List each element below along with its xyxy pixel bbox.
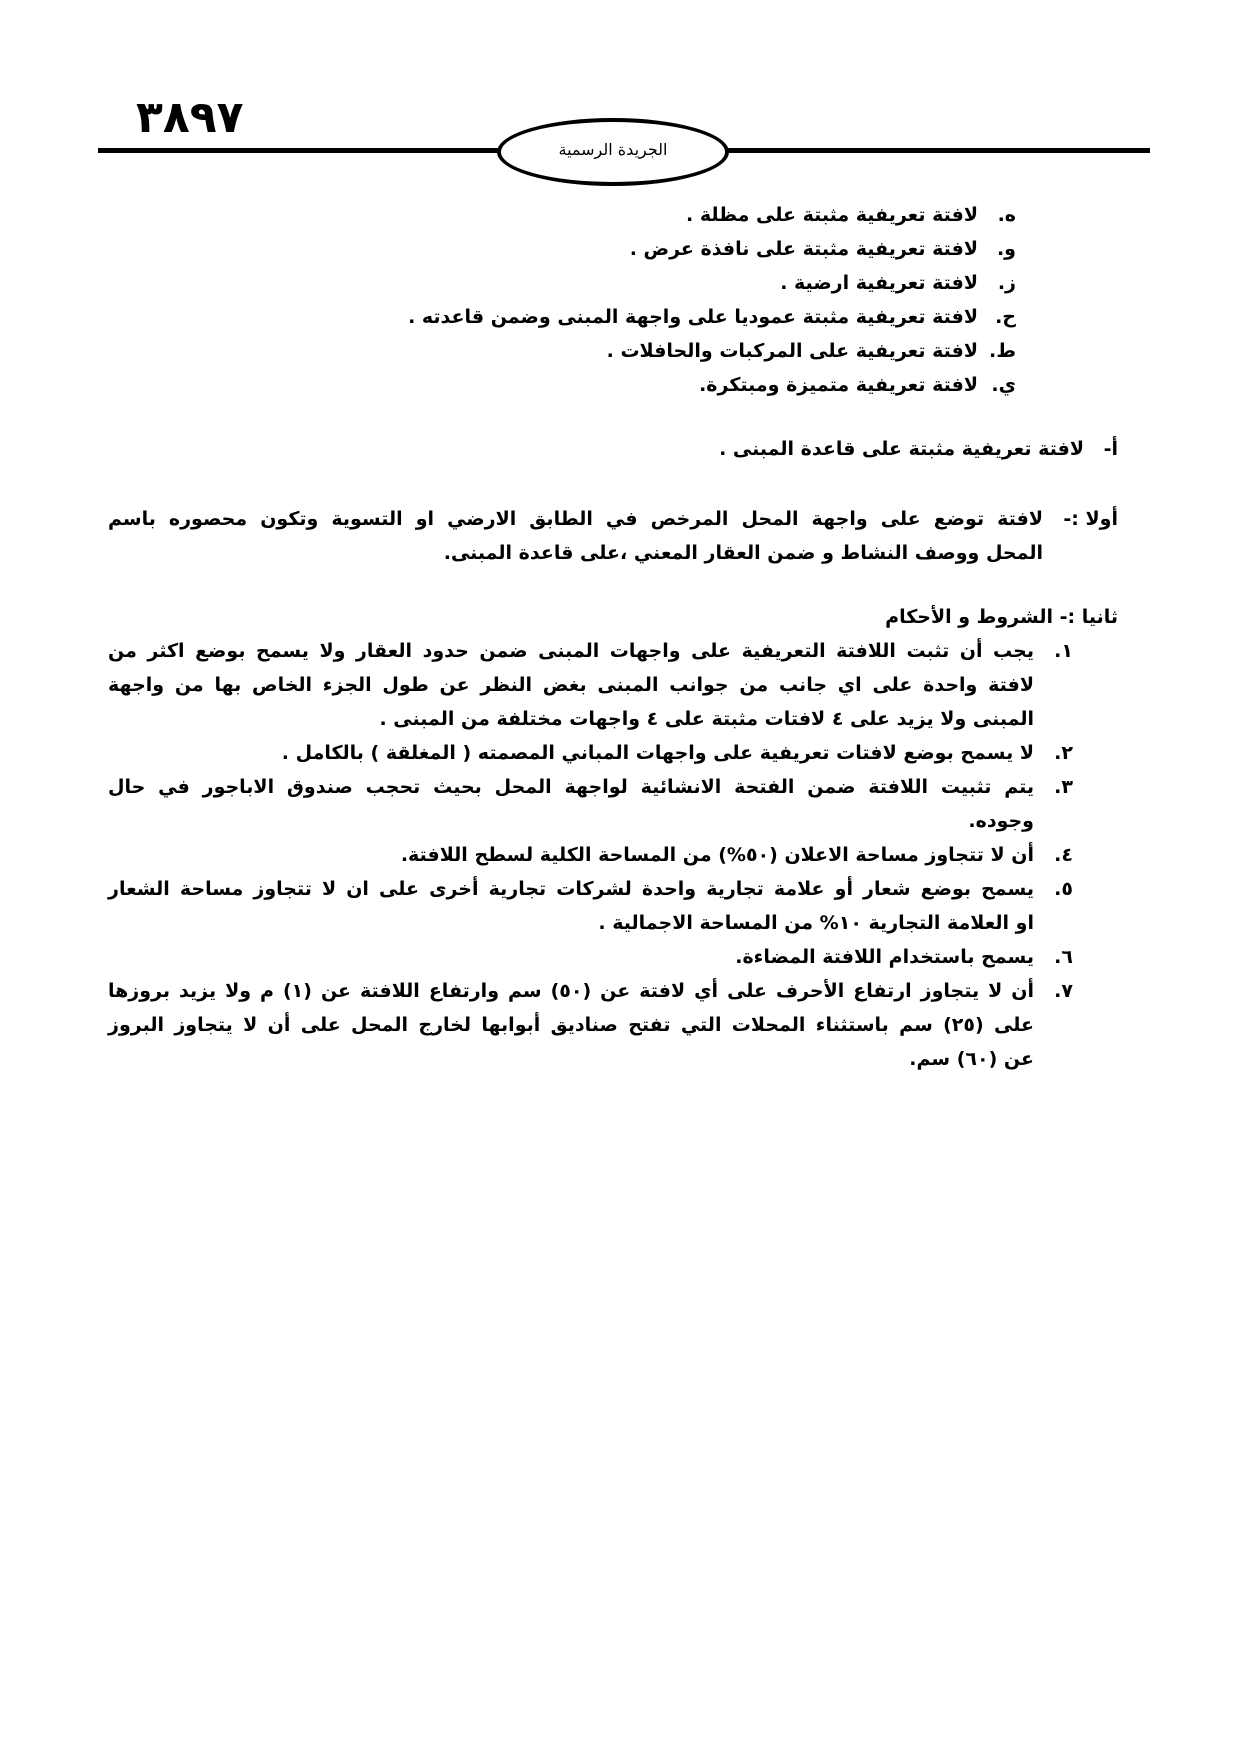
list-item: لافتة تعريفية مثبتة عموديا على واجهة المبنى وضمن قاعدته . (408, 306, 978, 328)
condition-line: على (٢٥) سم باستثناء المحلات التي تفتح صناديق أبوابها لخارج المحل على أن لا يتجاوز البروز (108, 1014, 1034, 1036)
condition-marker: ١. (1054, 640, 1073, 662)
condition-marker: ٧. (1054, 980, 1073, 1002)
condition-line: يتم تثبيت اللافتة ضمن الفتحة الانشائية لواجهة المحل بحيث تحجب صندوق الاباجور في حال (108, 776, 1034, 798)
condition-marker: ٦. (1054, 946, 1073, 968)
condition-line: أن لا يتجاوز ارتفاع الأحرف على أي لافتة عن (٥٠) سم وارتفاع اللافتة عن (١) م ولا يزيد بروزها (108, 980, 1034, 1002)
list-item: لافتة تعريفية مثبتة على نافذة عرض . (629, 238, 978, 260)
list-item: لافتة تعريفية متميزة ومبتكرة. (699, 374, 978, 396)
first-text-line: لافتة توضع على واجهة المحل المرخص في الطابق الارضي او التسوية وتكون محصوره باسم (108, 508, 1043, 530)
conditions-heading: ثانيا :- الشروط و الأحكام (885, 606, 1118, 628)
list-marker: ه. (997, 204, 1016, 226)
condition-line: أن لا تتجاوز مساحة الاعلان (٥٠%) من المساحة الكلية لسطح اللافتة. (400, 844, 1034, 866)
list-item: لافتة تعريفية على المركبات والحافلات . (606, 340, 978, 362)
section-title: لافتة تعريفية مثبتة على قاعدة المبنى . (719, 438, 1084, 460)
condition-line: عن (٦٠) سم. (909, 1048, 1034, 1070)
list-item: لافتة تعريفية ارضية . (780, 272, 978, 294)
condition-line: يجب أن تثبت اللافتة التعريفية على واجهات المبنى ضمن حدود العقار ولا يسمح بوضع اكثر من (108, 640, 1034, 662)
first-label: أولا :- (1063, 508, 1118, 530)
condition-line: لافتة واحدة على اي جانب من جوانب المبنى بغض النظر عن طول الجزء الخاص بها من واجهة (108, 674, 1034, 696)
list-marker: و. (996, 238, 1016, 260)
first-text-line: المحل ووصف النشاط و ضمن العقار المعني ،على قاعدة المبنى. (443, 542, 1043, 564)
condition-line: او العلامة التجارية ١٠% من المساحة الاجمالية . (598, 912, 1034, 934)
condition-line: وجوده. (968, 810, 1034, 832)
condition-marker: ٥. (1054, 878, 1073, 900)
list-marker: ي. (991, 374, 1016, 396)
condition-marker: ٤. (1054, 844, 1073, 866)
condition-marker: ٢. (1054, 742, 1073, 764)
condition-line: يسمح بوضع شعار أو علامة تجارية واحدة لشركات تجارية أخرى على ان لا تتجاوز مساحة الشعار (108, 878, 1034, 900)
condition-line: لا يسمح بوضع لافتات تعريفية على واجهات المباني المصمته ( المغلقة ) بالكامل . (281, 742, 1034, 764)
list-marker: ط. (989, 340, 1016, 362)
page-number: ٣٨٩٧ (136, 92, 244, 143)
condition-marker: ٣. (1054, 776, 1073, 798)
gazette-title: الجريدة الرسمية (558, 139, 668, 159)
list-marker: ح. (995, 306, 1016, 328)
list-item: لافتة تعريفية مثبتة على مظلة . (686, 204, 978, 226)
section-marker: أ- (1103, 438, 1118, 460)
list-marker: ز. (997, 272, 1016, 294)
condition-line: يسمح باستخدام اللافتة المضاءة. (735, 946, 1034, 968)
condition-line: المبنى ولا يزيد على ٤ لافتات مثبتة على ٤ واجهات مختلفة من المبنى . (379, 708, 1034, 730)
